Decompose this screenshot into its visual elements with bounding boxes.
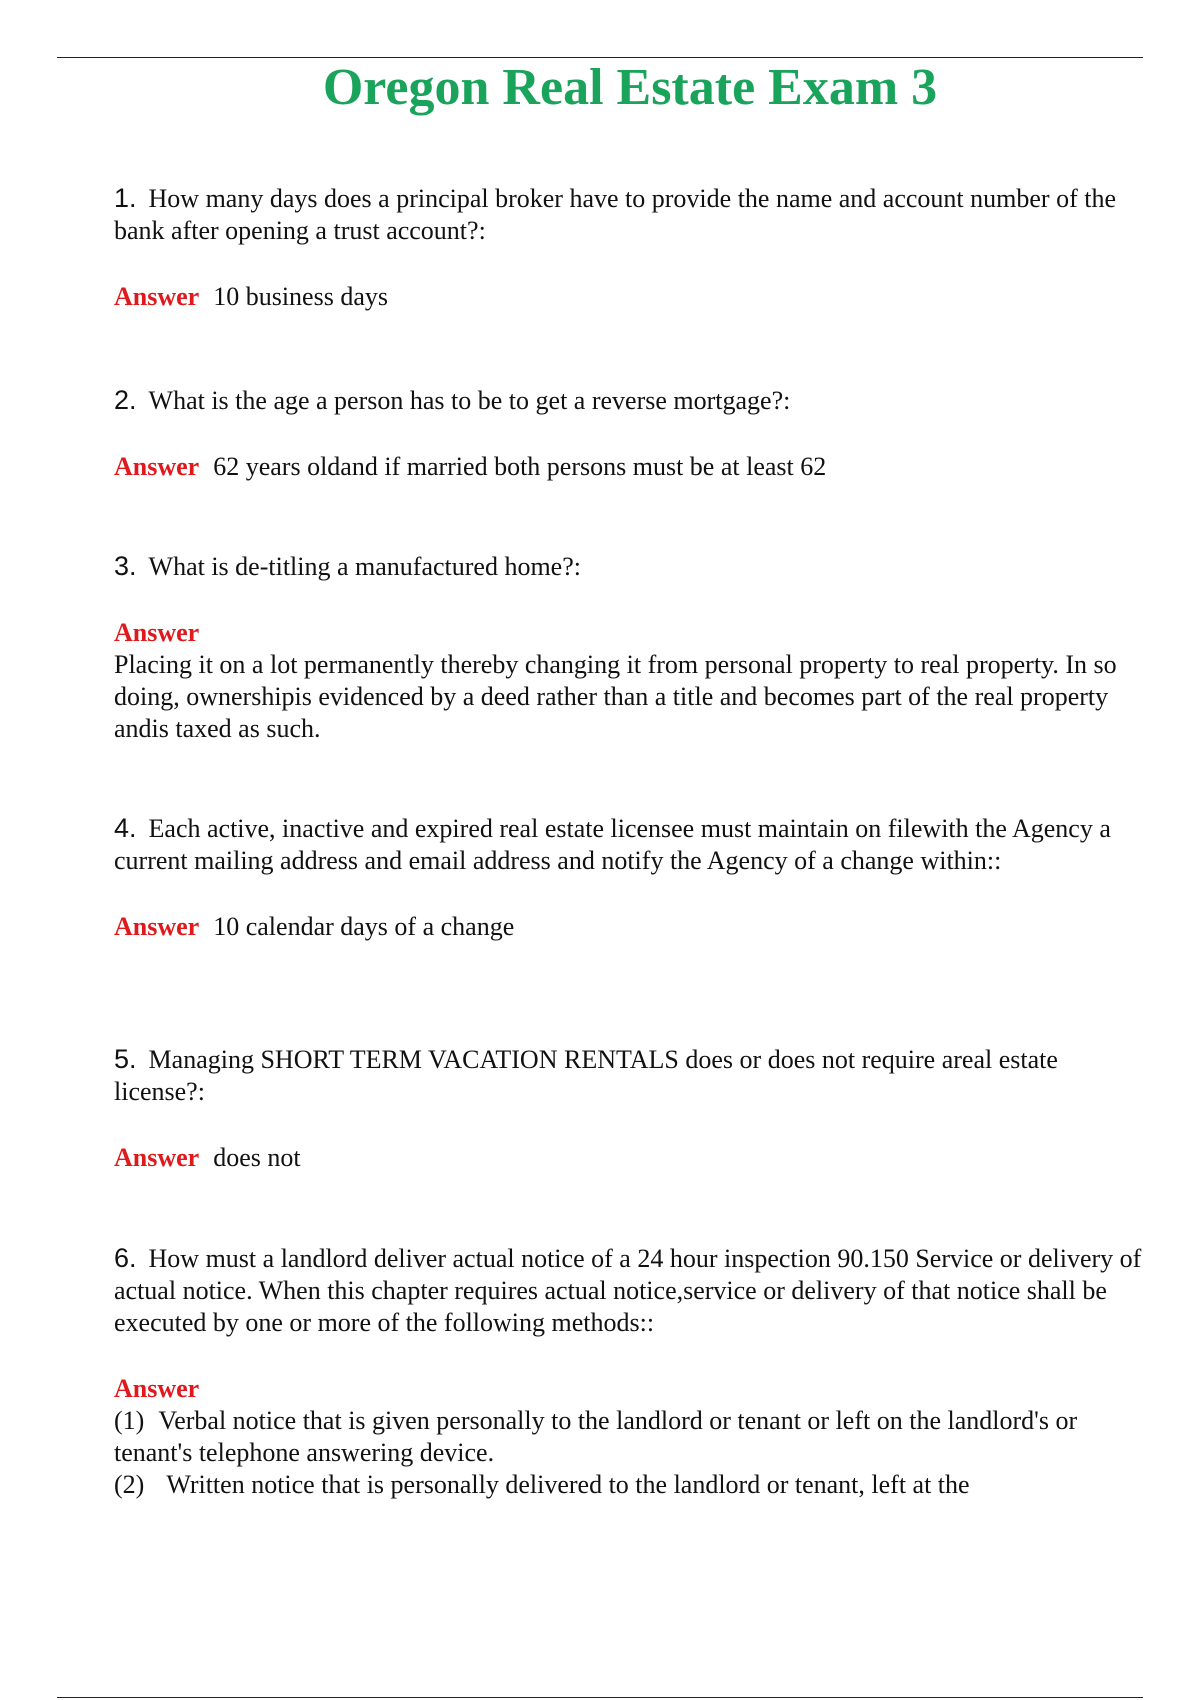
question-number: 2.	[114, 385, 137, 415]
question-body: What is the age a person has to be to get a reverse mortgage?:	[148, 386, 791, 415]
answer-label: Answer	[114, 618, 200, 647]
list-marker: (2)	[114, 1470, 145, 1499]
answer-label: Answer	[114, 912, 200, 941]
question-number: 1.	[114, 183, 137, 213]
answer-text: 10 calendar days of a change	[213, 912, 515, 941]
answer-heading	[114, 1373, 1146, 1405]
list-item-text: Verbal notice that is given personally to the landlord or tenant or left on the landlord's or tenant's telephone answering device.	[114, 1406, 1078, 1467]
list-marker: (1)	[114, 1406, 145, 1435]
question-text	[114, 550, 1146, 583]
answer-text: 62 years oldand if married both persons must be at least 62	[213, 452, 827, 481]
question-body: Managing SHORT TERM VACATION RENTALS does or does not require areal estate license?:	[114, 1045, 1058, 1106]
answer	[114, 911, 1146, 943]
answer	[114, 281, 1146, 313]
answer-heading	[114, 617, 1146, 649]
question-item-2	[114, 384, 1146, 483]
question-text	[114, 1043, 1146, 1108]
question-number: 3.	[114, 551, 137, 581]
question-item-5	[114, 1043, 1146, 1174]
question-item-3	[114, 550, 1146, 745]
question-text	[114, 1242, 1146, 1339]
answer-list-item	[114, 1405, 1146, 1469]
question-body: What is de-titling a manufactured home?:	[148, 552, 581, 581]
answer	[114, 451, 1146, 483]
question-number: 4.	[114, 813, 137, 843]
answer-list-item	[114, 1469, 1146, 1501]
answer-label: Answer	[114, 282, 200, 311]
answer-label: Answer	[114, 452, 200, 481]
question-number: 5.	[114, 1044, 137, 1074]
question-text	[114, 384, 1146, 417]
question-body: How many days does a principal broker have to provide the name and account number of the bank after opening a trust account?:	[114, 184, 1116, 245]
answer-text: Placing it on a lot permanently thereby changing it from personal property to real property. In so doing, ownershipis evidenced by a deed rather than a title and becomes part of the real property andis taxed as such.	[114, 650, 1117, 743]
list-item-text: Written notice that is personally delivered to the landlord or tenant, left at the	[166, 1470, 970, 1499]
bottom-rule	[57, 1697, 1143, 1698]
question-body: Each active, inactive and expired real estate licensee must maintain on filewith the Agency a current mailing address and email address and notify the Agency of a change within::	[114, 814, 1111, 875]
question-body: How must a landlord deliver actual notice of a 24 hour inspection 90.150 Service or delivery of actual notice. When this chapter requires actual notice,service or delivery of that notice shall be executed by one or more of the following methods::	[114, 1244, 1142, 1337]
answer-label: Answer	[114, 1143, 200, 1172]
question-text	[114, 812, 1146, 877]
question-text	[114, 182, 1146, 247]
question-item-1	[114, 182, 1146, 313]
answer-text: does not	[213, 1143, 301, 1172]
answer-label: Answer	[114, 1374, 200, 1403]
answer	[114, 1142, 1146, 1174]
question-number: 6.	[114, 1243, 137, 1273]
question-item-6	[114, 1242, 1146, 1501]
document-title: Oregon Real Estate Exam 3	[322, 59, 938, 116]
answer-text: 10 business days	[213, 282, 388, 311]
question-item-4	[114, 812, 1146, 943]
